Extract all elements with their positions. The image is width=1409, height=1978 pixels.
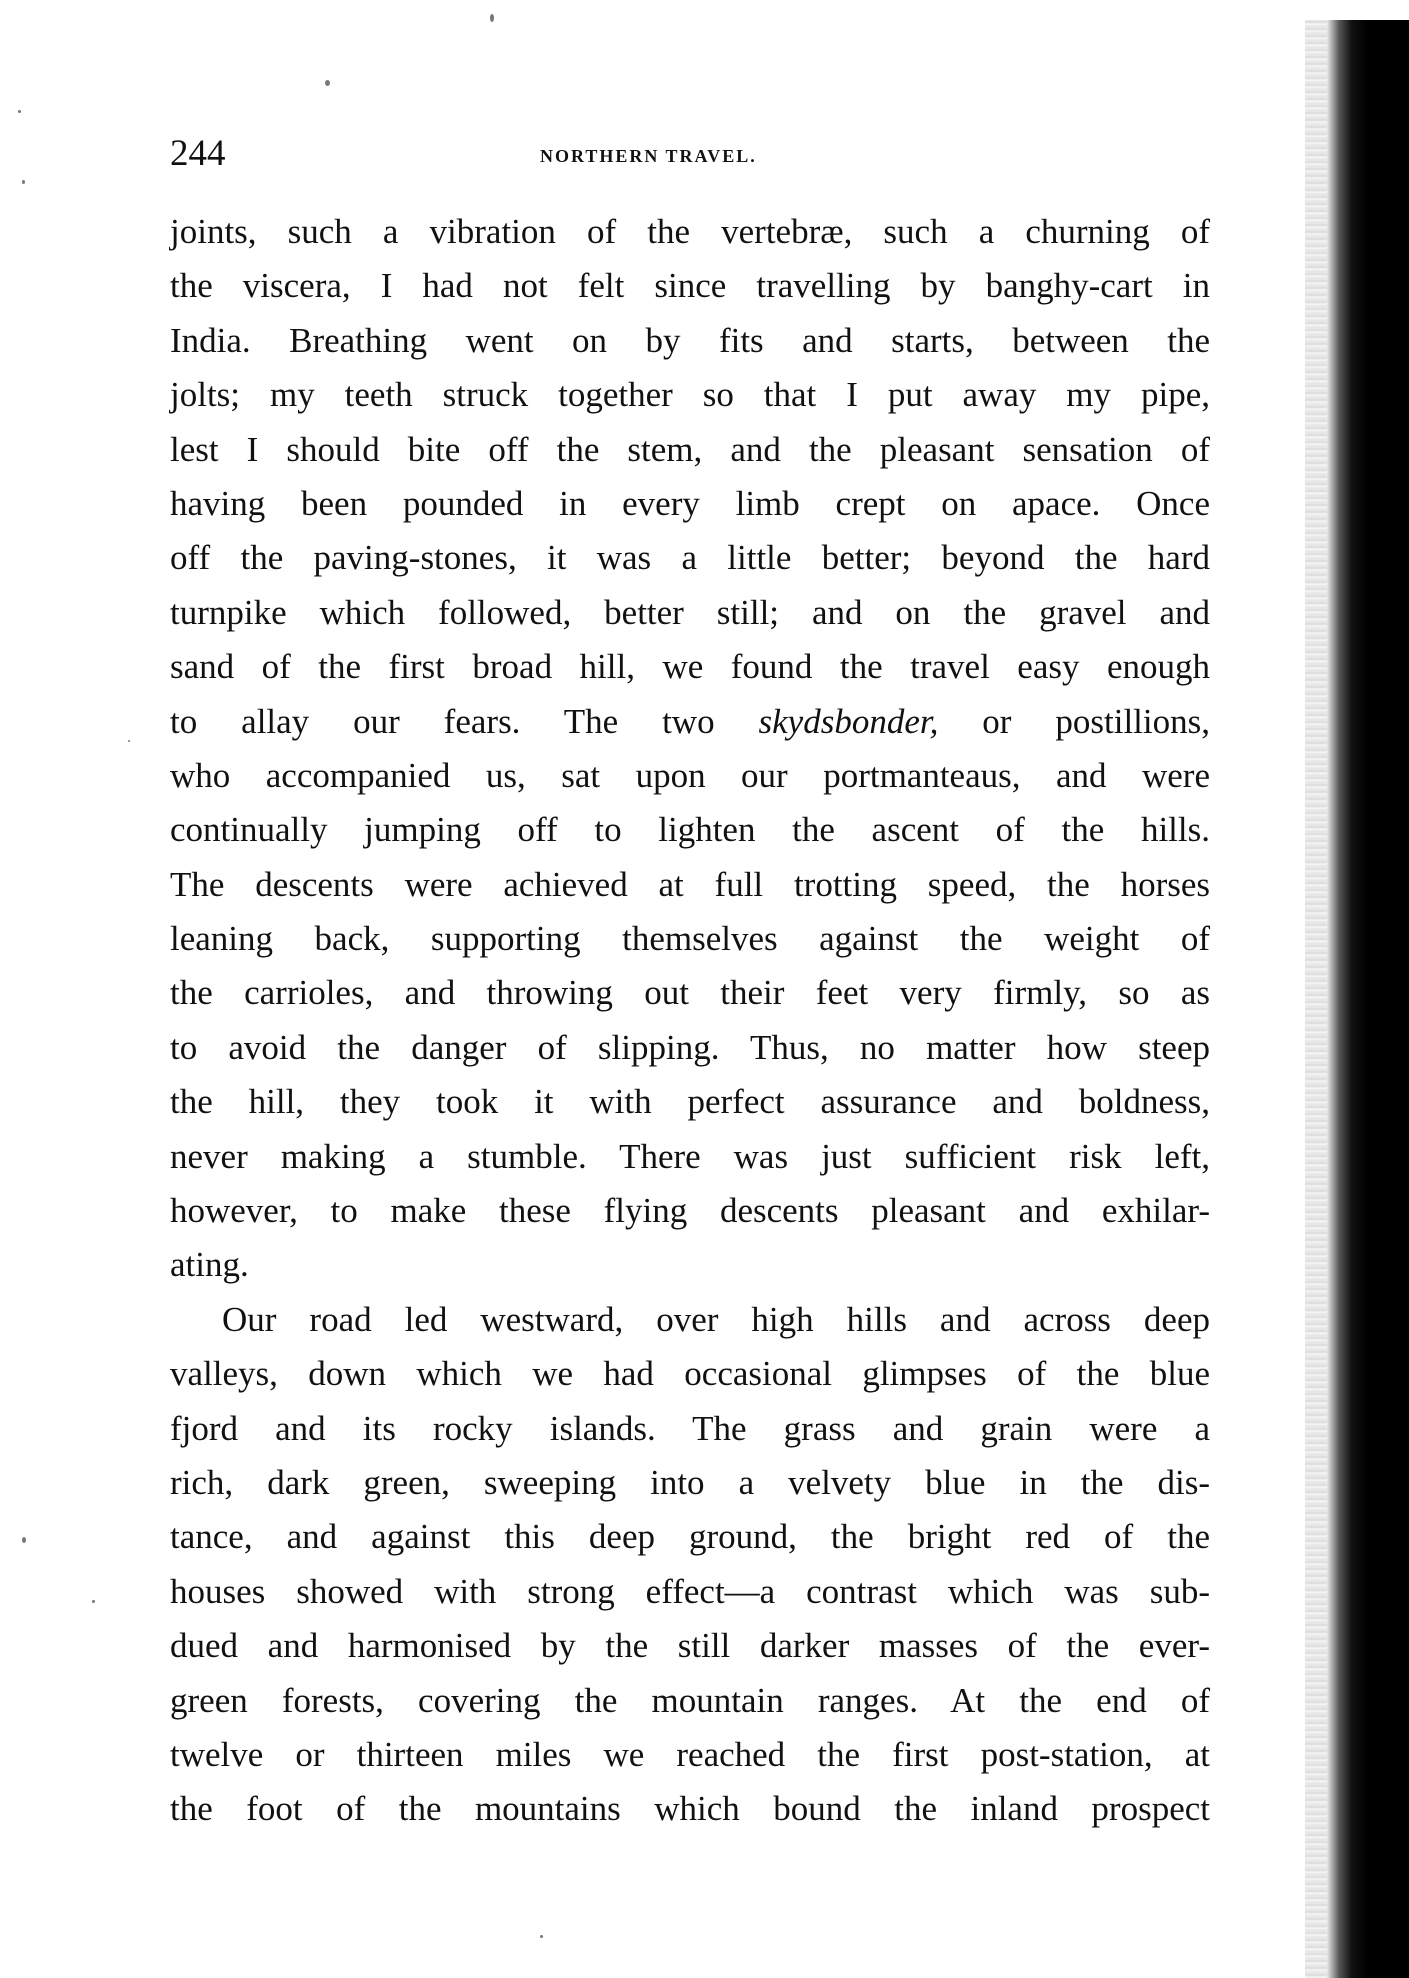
text-line: having been pounded in every limb crept on apace. Once — [170, 483, 1210, 523]
text-line: fjord and its rocky islands. The grass and grain were a — [170, 1408, 1210, 1448]
text-line: the carrioles, and throwing out their feet very firmly, so as — [170, 973, 1210, 1013]
text-line: who accompanied us, sat upon our portmanteaus, and were — [170, 755, 1210, 795]
text-line: jolts; my teeth struck together so that I put away my pipe, — [170, 375, 1210, 415]
text-line: off the paving-stones, it was a little better; beyond the hard — [170, 538, 1210, 578]
text-line: sand of the first broad hill, we found the travel easy enough — [170, 647, 1210, 687]
text-line: leaning back, supporting themselves against the weight of — [170, 919, 1210, 959]
text-line: India. Breathing went on by fits and starts, between the — [170, 320, 1210, 360]
scan-speck — [22, 1537, 26, 1543]
text-line: continually jumping off to lighten the ascent of the hills. — [170, 810, 1210, 850]
scan-speck — [540, 1935, 543, 1938]
text-line: the foot of the mountains which bound the inland prospect — [170, 1789, 1210, 1829]
text-line: lest I should bite off the stem, and the pleasant sensation of — [170, 429, 1210, 469]
text-segment: or postillions, — [938, 701, 1210, 741]
text-line: dued and harmonised by the still darker masses of the ever- — [170, 1626, 1210, 1666]
text-line: houses showed with strong effect—a contrast which was sub- — [170, 1571, 1210, 1611]
page-number: 244 — [170, 133, 226, 174]
text-line: tance, and against this deep ground, the bright red of the — [170, 1517, 1210, 1557]
text-line: however, to make these flying descents pleasant and exhilar- — [170, 1191, 1210, 1231]
body-text — [170, 205, 1210, 1837]
text-line: Our road led westward, over high hills and across deep — [222, 1299, 1210, 1339]
text-line: ating. — [170, 1245, 249, 1285]
text-line: green forests, covering the mountain ranges. At the end of — [170, 1680, 1210, 1720]
text-line: the viscera, I had not felt since travelling by banghy-cart in — [170, 266, 1210, 306]
book-spine-shadow — [1327, 20, 1409, 1978]
text-line: to avoid the danger of slipping. Thus, no matter how steep — [170, 1027, 1210, 1067]
text-line: the hill, they took it with perfect assurance and boldness, — [170, 1082, 1210, 1122]
text-line-with-italic — [170, 695, 1210, 749]
scan-speck — [92, 1600, 95, 1603]
text-line: joints, such a vibration of the vertebræ, such a churning of — [170, 212, 1210, 251]
text-line: rich, dark green, sweeping into a velvety blue in the dis- — [170, 1462, 1210, 1502]
text-segment: to allay our fears. The two — [170, 701, 759, 741]
scan-speck — [128, 740, 130, 742]
scan-speck — [22, 180, 25, 184]
text-line: twelve or thirteen miles we reached the first post-station, at — [170, 1734, 1210, 1774]
text-line: The descents were achieved at full trotting speed, the horses — [170, 864, 1210, 904]
paragraph-1 — [170, 205, 1210, 1293]
page-header — [170, 132, 1210, 182]
scan-speck — [325, 80, 330, 86]
running-head: NORTHERN TRAVEL. — [540, 146, 757, 166]
text-line: valleys, down which we had occasional glimpses of the blue — [170, 1354, 1210, 1394]
scan-speck — [490, 14, 494, 22]
text-line: never making a stumble. There was just sufficient risk left, — [170, 1136, 1210, 1176]
italic-term: skydsbonder, — [758, 701, 939, 741]
text-line: turnpike which followed, better still; and on the gravel and — [170, 592, 1210, 632]
page-edge-shading — [1305, 20, 1327, 1978]
paragraph-2 — [170, 1293, 1210, 1837]
scan-speck — [18, 110, 21, 113]
